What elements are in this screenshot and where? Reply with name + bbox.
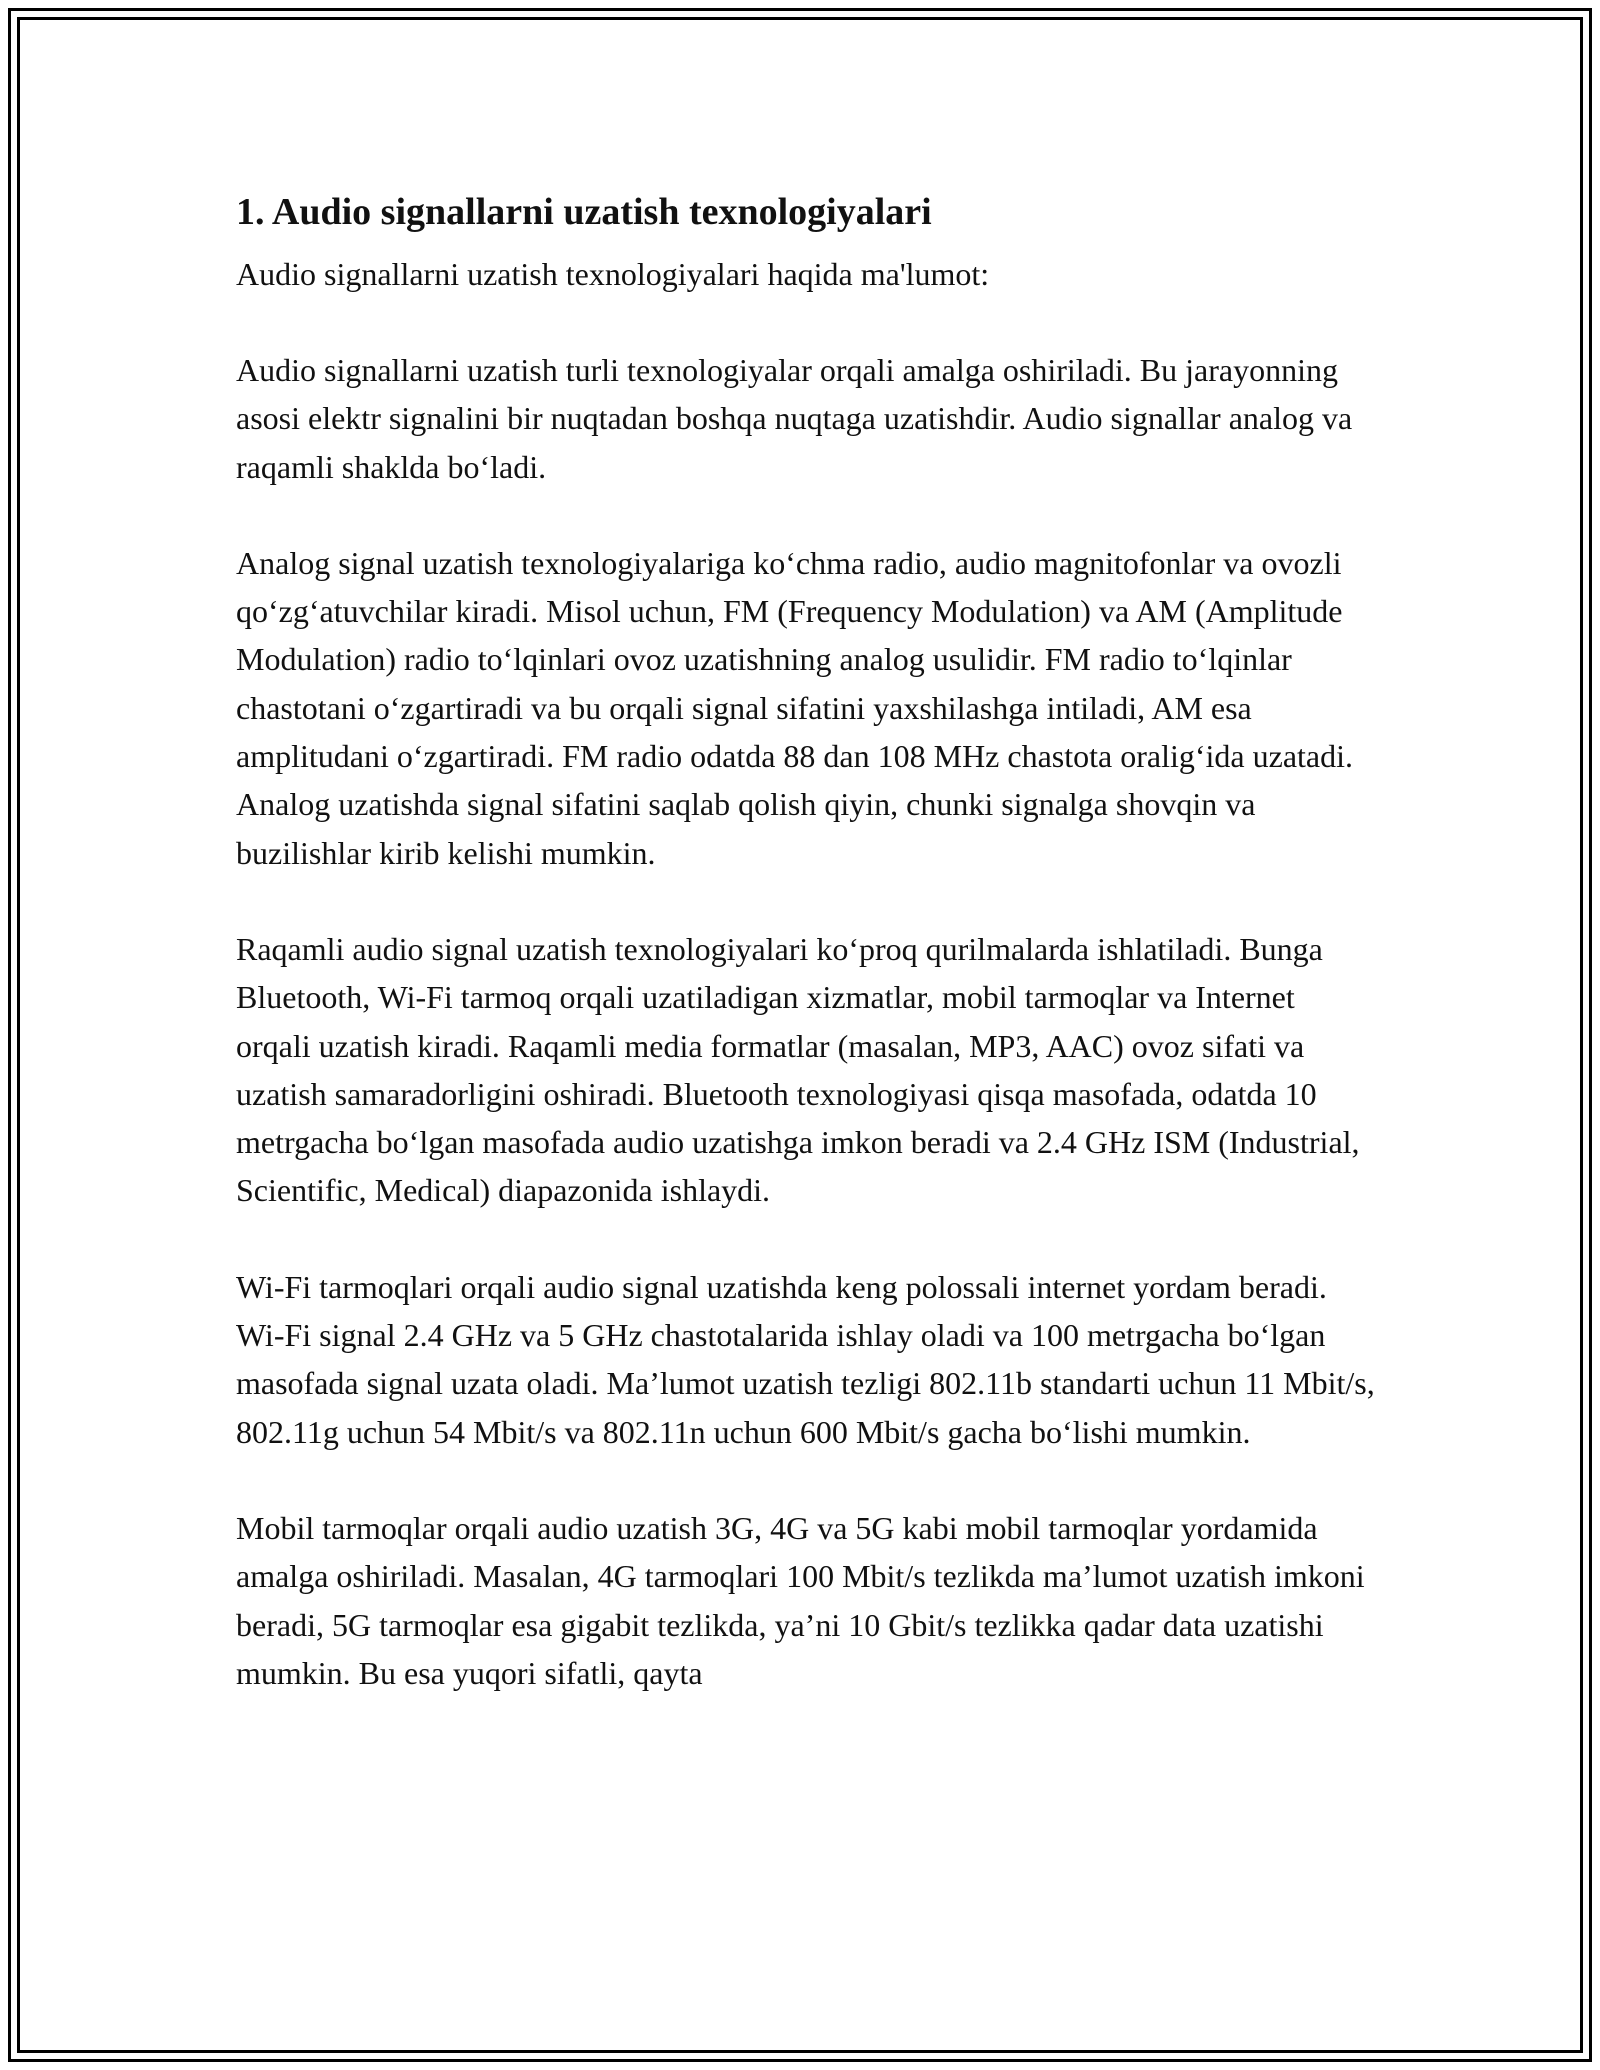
- paragraph-analog: Analog signal uzatish texnologiyalariga ko‘chma radio, audio magnitofonlar va ovozli qo‘zg‘atuvchilar kiradi. Misol uchun, FM (Frequency Modulation) va AM (Amplitude Modulation) radio to‘lqinlari ovoz uzatishning analog usulidir. FM radio to‘lqinlar chastotani o‘zgartiradi va bu orqali signal sifatini yaxshilashga intiladi, AM esa amplitudani o‘zgartiradi. FM radio odatda 88 dan 108 MHz chastota oralig‘ida uzatadi. Analog uzatishda signal sifatini saqlab qolish qiyin, chunki signalga shovqin va buzilishlar kirib kelishi mumkin.: [236, 544, 1353, 871]
- document-body: [236, 188, 1376, 1745]
- paragraph-mobile: Mobil tarmoqlar orqali audio uzatish 3G, 4G va 5G kabi mobil tarmoqlar yordamida amalga oshiriladi. Masalan, 4G tarmoqlari 100 Mbit/s tezlikda ma’lumot uzatish imkoni beradi, 5G tarmoqlar esa gigabit tezlikda, ya’ni 10 Gbit/s tezlikka qadar data uzatishi mumkin. Bu esa yuqori sifatli, qayta: [236, 1509, 1365, 1691]
- paragraph-digital: Raqamli audio signal uzatish texnologiyalari ko‘proq qurilmalarda ishlatiladi. Bunga Bluetooth, Wi-Fi tarmoq orqali uzatiladigan xizmatlar, mobil tarmoqlar va Internet orqali uzatish kiradi. Raqamli media formatlar (masalan, MP3, AAC) ovoz sifati va uzatish samaradorligini oshiradi. Bluetooth texnologiyasi qisqa masofada, odatda 10 metrgacha bo‘lgan masofada audio uzatishga imkon beradi va 2.4 GHz ISM (Industrial, Scientific, Medical) diapazonida ishlaydi.: [236, 930, 1360, 1209]
- paragraph-wifi: Wi-Fi tarmoqlari orqali audio signal uzatishda keng polossali internet yordam beradi. Wi-Fi signal 2.4 GHz va 5 GHz chastotalarida ishlay oladi va 100 metrgacha bo‘lgan masofada signal uzata oladi. Ma’lumot uzatish tezligi 802.11b standarti uchun 11 Mbit/s, 802.11g uchun 54 Mbit/s va 802.11n uchun 600 Mbit/s gacha bo‘lishi mumkin.: [236, 1268, 1375, 1450]
- section-heading: 1. Audio signallarni uzatish texnologiyalari: [236, 191, 932, 233]
- paragraph-overview: Audio signallarni uzatish turli texnologiyalar orqali amalga oshiriladi. Bu jarayonning asosi elektr signalini bir nuqtadan boshqa nuqtaga uzatishdir. Audio signallar analog va raqamli shaklda bo‘ladi.: [236, 352, 1353, 485]
- intro-text: Audio signallarni uzatish texnologiyalari haqida ma'lumot:: [236, 256, 990, 292]
